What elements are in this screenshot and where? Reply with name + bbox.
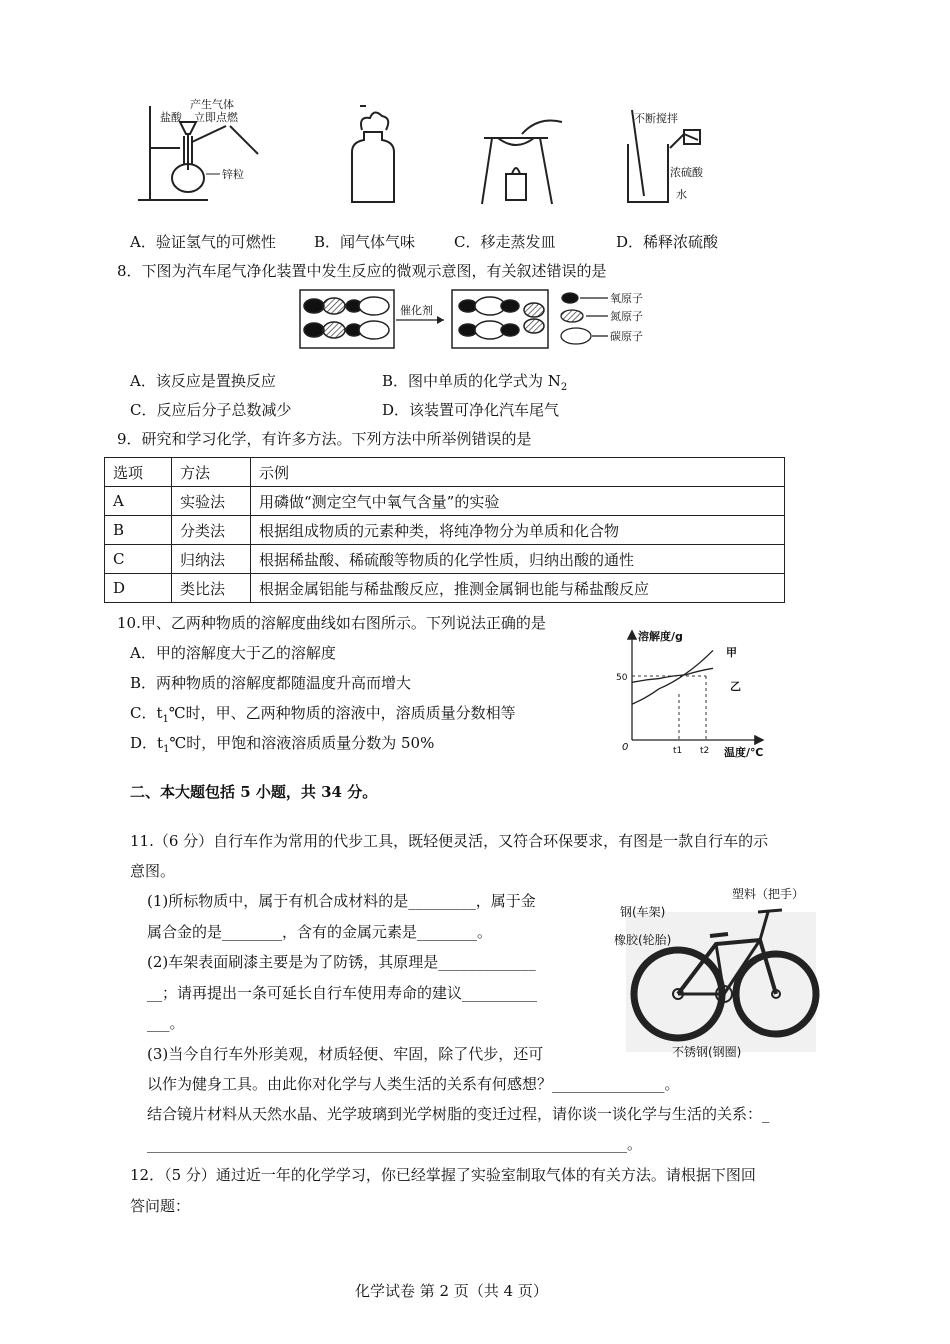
legend-oxygen-symbol (562, 293, 578, 303)
q7-option-d: D．稀释浓硫酸 (616, 233, 719, 251)
catalyst-label: 催化剂 (400, 304, 433, 317)
q11-line-9: ________________________________________________________________。 (147, 1135, 643, 1153)
q12-stem-line2: 答问题： (130, 1197, 191, 1215)
fig-7c-evaporating-dish (478, 108, 578, 208)
origin-label: 0 (622, 742, 629, 753)
series-yi-label: 乙 (730, 680, 741, 693)
q10-option-b: B．两种物质的溶解度都随温度升高而增大 (130, 674, 412, 692)
table-row (105, 516, 785, 545)
q10-option-d-rest: ℃时，甲饱和溶液溶质质量分数为 50% (169, 734, 435, 752)
q10-option-d-text: D．t (130, 734, 164, 752)
page-footer: 化学试卷 第 2 页（共 4 页） (355, 1282, 548, 1300)
q10-option-d (130, 732, 434, 755)
bike-label-plastic: 塑料（把手） (732, 887, 805, 901)
q11-line-6: (3)当今自行车外形美观，材质轻便、牢固，除了代步，还可 (147, 1045, 544, 1063)
q9-stem: 9．研究和学习化学，有许多方法。下列方法中所举例错误的是 (117, 430, 532, 448)
fig-8-reaction-diagram (296, 286, 666, 352)
fig-7d-label-stir: 不断搅拌 (634, 112, 678, 125)
table-row (105, 545, 785, 574)
q8-option-c: C．反应后分子总数减少 (130, 401, 292, 419)
header-method: 方法 (172, 458, 251, 487)
q7-option-a: A．验证氢气的可燃性 (130, 233, 276, 251)
fig-7a-label-zinc: 锌粒 (222, 168, 244, 181)
row-a-example: 用磷做“测定空气中氧气含量”的实验 (251, 487, 785, 516)
legend-oxygen-label: 氧原子 (610, 292, 643, 305)
fig-7a-label-acid: 盐酸 (160, 111, 182, 124)
q8-option-d: D．该装置可净化汽车尾气 (382, 401, 560, 419)
q11-line-1: (1)所标物质中，属于有机合成材料的是_________，属于金 (147, 892, 536, 910)
fig-7d-label-water: 水 (676, 188, 687, 201)
header-example: 示例 (251, 458, 785, 487)
q10-option-c-rest: ℃时，甲、乙两种物质的溶液中，溶质质量分数相等 (168, 704, 516, 722)
row-b-option: B (105, 516, 172, 545)
q11-line-7: 以作为健身工具。由此你对化学与人类生活的关系有何感想？_______________。 (147, 1075, 680, 1093)
q12-stem-line1: 12．（5 分）通过近一年的化学学习，你已经掌握了实验室制取气体的有关方法。请根据下图回 (130, 1166, 756, 1184)
q11-line-2: 属合金的是________，含有的金属元素是________。 (147, 923, 493, 941)
q8-stem: 8．下图为汽车尾气净化装置中发生反应的微观示意图，有关叙述错误的是 (117, 262, 607, 280)
q11-line-8: 结合镜片材料从天然水晶、光学玻璃到光学树脂的变迁过程，请你谈一谈化学与生活的关系：_ (147, 1105, 770, 1123)
solubility-chart (612, 628, 782, 764)
q10-option-c-text: C．t (130, 704, 163, 722)
bike-label-steel: 钢(车架) (620, 905, 666, 919)
table-row (105, 487, 785, 516)
x-axis-label: 温度/℃ (724, 746, 764, 759)
table-header-row (105, 458, 785, 487)
row-a-method: 实验法 (172, 487, 251, 516)
q10-option-c-subscript: 1 (162, 714, 169, 725)
row-b-method: 分类法 (172, 516, 251, 545)
bike-label-stainless: 不锈钢(钢圈) (672, 1045, 742, 1059)
fig-7a-label-ignite: 立即点燃 (194, 111, 238, 124)
q10-stem: 10.甲、乙两种物质的溶解度曲线如右图所示。下列说法正确的是 (117, 614, 546, 632)
q7-option-b: B．闻气体气味 (314, 233, 416, 251)
fig-7d-dilute-acid (614, 104, 724, 208)
series-jia-label: 甲 (726, 646, 737, 659)
q11-stem-line1: 11.（6 分）自行车作为常用的代步工具，既轻便灵活，又符合环保要求，有图是一款自行车的示 (130, 832, 769, 850)
row-d-option: D (105, 574, 172, 603)
row-b-example: 根据组成物质的元素种类，将纯净物分为单质和化合物 (251, 516, 785, 545)
q9-method-table (104, 457, 785, 603)
fig-7a-label-gas: 产生气体 (190, 98, 234, 111)
x-tick-t2: t2 (700, 746, 710, 756)
y-tick-50: 50 (616, 673, 628, 683)
row-c-option: C (105, 545, 172, 574)
q10-option-a: A．甲的溶解度大于乙的溶解度 (130, 644, 336, 662)
series-jia-line (632, 650, 713, 704)
row-c-example: 根据稀盐酸、稀硫酸等物质的化学性质，归纳出酸的通性 (251, 545, 785, 574)
q11-line-3: (2)车架表面刷漆主要是为了防锈，其原理是_____________ (147, 953, 536, 971)
y-axis-label: 溶解度/g (638, 630, 683, 643)
q8-option-b (382, 370, 567, 393)
legend-nitrogen-label: 氮原子 (610, 310, 643, 323)
q8-option-a: A．该反应是置换反应 (130, 372, 276, 390)
x-tick-t1: t1 (673, 746, 683, 756)
fig-7b-smell-gas (338, 96, 408, 208)
fig-7a-hydrogen-test (130, 96, 270, 208)
q10-option-c (130, 702, 516, 725)
series-yi-line (632, 668, 713, 682)
bike-label-rubber: 橡胶(轮胎) (614, 933, 672, 947)
legend-carbon-label: 碳原子 (610, 330, 643, 343)
q8-option-b-subscript: 2 (560, 382, 568, 393)
q11-line-4: __；请再提出一条可延长自行车使用寿命的建议__________ (147, 984, 538, 1002)
q8-option-b-text: B．图中单质的化学式为 N (382, 372, 561, 390)
fig-7d-label-acid: 浓硫酸 (670, 166, 703, 179)
legend-carbon-symbol (561, 328, 591, 344)
legend-nitrogen-symbol (561, 310, 583, 322)
row-d-method: 类比法 (172, 574, 251, 603)
row-d-example: 根据金属铝能与稀盐酸反应，推测金属铜也能与稀盐酸反应 (251, 574, 785, 603)
q11-line-5: ___。 (147, 1014, 185, 1032)
table-row (105, 574, 785, 603)
row-c-method: 归纳法 (172, 545, 251, 574)
q10-option-d-subscript: 1 (163, 744, 170, 755)
bicycle-figure (612, 882, 822, 1062)
q11-stem-line2: 意图。 (130, 862, 176, 880)
header-option: 选项 (105, 458, 172, 487)
section-2-heading: 二、本大题包括 5 小题，共 34 分。 (130, 783, 378, 801)
row-a-option: A (105, 487, 172, 516)
q7-option-c: C．移走蒸发皿 (454, 233, 556, 251)
